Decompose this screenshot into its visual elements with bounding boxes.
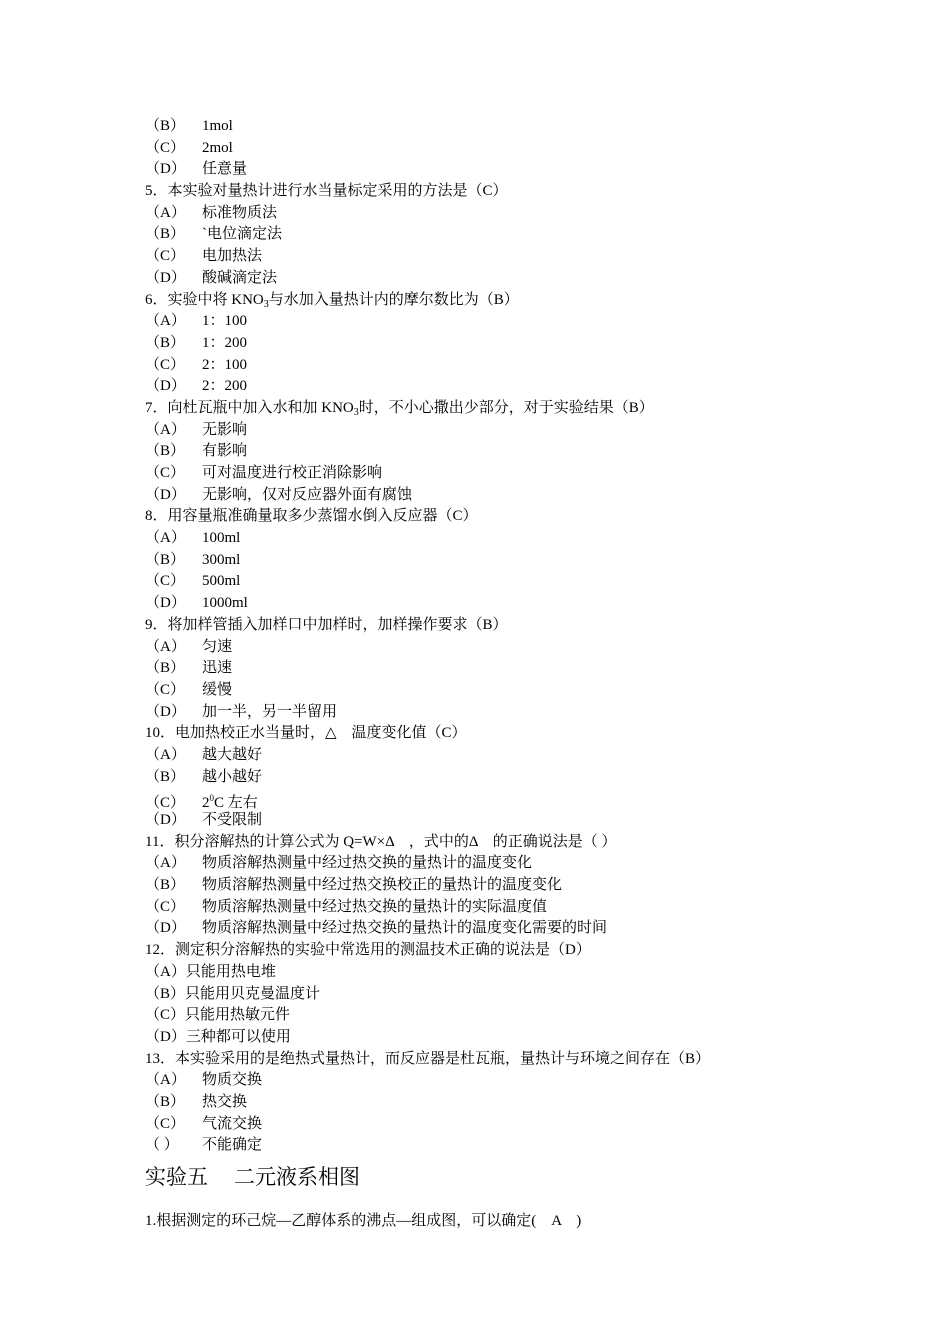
answer-option <box>145 485 905 507</box>
option-text: 2mol <box>202 139 233 156</box>
answer-option <box>145 550 905 572</box>
option-text: 电加热法 <box>202 248 263 265</box>
option-text: 物质溶解热测量中经过热交换的量热计的温度变化 <box>202 855 533 872</box>
option-label: （C） <box>145 681 186 698</box>
answer-option <box>145 810 905 832</box>
question-text: （C）只能用热敏元件 <box>145 1007 291 1024</box>
option-text: 500ml <box>202 573 241 590</box>
option-label: （B） <box>145 768 186 785</box>
question-text: 11．积分溶解热的计算公式为 Q=W×Δ ，式中的Δ 的正确说法是（ ） <box>145 833 617 850</box>
question-text: （B）只能用贝克曼温度计 <box>145 985 321 1002</box>
answer-option <box>145 528 905 550</box>
option-text: 1mol <box>202 118 233 134</box>
answer-option <box>145 1114 905 1136</box>
answer-option <box>145 116 905 138</box>
option-text: 300ml <box>202 551 241 568</box>
option-label: （C） <box>145 356 186 373</box>
answer-option <box>145 138 905 160</box>
question-text-part: 6．实验中将 KNO <box>145 291 264 308</box>
answer-option <box>145 875 905 897</box>
answer-option <box>145 745 905 767</box>
option-text: 气流交换 <box>202 1115 263 1132</box>
answer-option <box>145 918 905 940</box>
option-text: 有影响 <box>202 443 248 460</box>
answer-option <box>145 767 905 789</box>
answer-option <box>145 203 905 225</box>
superscript: 0 <box>209 793 214 804</box>
option-text: 物质溶解热测量中经过热交换的量热计的温度变化需要的时间 <box>202 920 608 937</box>
option-label: （D） <box>145 486 186 503</box>
option-label: （B） <box>145 334 186 351</box>
question-text: （A）只能用热电堆 <box>145 963 276 980</box>
option-text: 越大越好 <box>202 746 263 763</box>
question-text: 10．电加热校正水当量时，△ 温度变化值（C） <box>145 725 467 742</box>
option-label: （A） <box>145 855 186 872</box>
option-text: 缓慢 <box>202 681 233 698</box>
answer-option <box>145 788 905 810</box>
option-label: （D） <box>145 378 186 395</box>
option-text: 任意量 <box>202 161 248 178</box>
option-label: （A） <box>145 638 186 655</box>
question-text <box>145 398 905 420</box>
option-text: 酸碱滴定法 <box>202 269 278 286</box>
answer-option <box>145 333 905 355</box>
question-text <box>145 290 905 312</box>
option-label: （A） <box>145 746 186 763</box>
option-text: 2：100 <box>202 356 248 373</box>
option-label: （C） <box>145 248 186 265</box>
option-label: （B） <box>145 660 186 677</box>
option-label: （D） <box>145 703 186 720</box>
option-text: 匀速 <box>202 638 233 655</box>
option-text: 2：200 <box>202 378 248 395</box>
answer-option <box>145 159 905 181</box>
question-text: 5．本实验对量热计进行水当量标定采用的方法是（C） <box>145 183 508 200</box>
section-number: 实验五 <box>145 1165 208 1189</box>
question-text: 12．测定积分溶解热的实验中常选用的测温技术正确的说法是（D） <box>145 942 591 959</box>
option-text: 100ml <box>202 530 241 547</box>
answer-option <box>145 1092 905 1114</box>
option-text-part: 2 <box>202 795 210 812</box>
option-label: （C） <box>145 1115 186 1132</box>
question-text: 8．用容量瓶准确量取多少蒸馏水倒入反应器（C） <box>145 508 478 525</box>
option-label: （D） <box>145 161 186 178</box>
option-text: 1000ml <box>202 595 248 612</box>
answer-option <box>145 268 905 290</box>
question-list <box>145 116 905 1233</box>
answer-option <box>145 246 905 268</box>
question-text: （D）三种都可以使用 <box>145 1028 291 1045</box>
question-text-part: 7．向杜瓦瓶中加入水和加 KNO <box>145 399 354 416</box>
answer-option <box>145 1070 905 1092</box>
answer-option <box>145 311 905 333</box>
question-text-part: 时，不小心撒出少部分，对于实验结果（B） <box>358 399 654 416</box>
section-heading <box>145 1159 905 1195</box>
option-label: （D） <box>145 269 186 286</box>
answer-option <box>145 702 905 724</box>
answer-option <box>145 897 905 919</box>
option-label: （C） <box>145 795 186 812</box>
section-title: 二元液系相图 <box>234 1165 360 1189</box>
answer-option <box>145 571 905 593</box>
question-text: 9．将加样管插入加样口中加样时，加样操作要求（B） <box>145 616 508 633</box>
option-label: （D） <box>145 595 186 612</box>
answer-option <box>145 441 905 463</box>
option-label: （B） <box>145 551 186 568</box>
option-text-part: C 左右 <box>214 795 258 812</box>
option-text: 1：100 <box>202 313 248 330</box>
option-label: （D） <box>145 812 186 828</box>
answer-option <box>145 463 905 485</box>
option-text: 1：200 <box>202 334 248 351</box>
option-text: 物质溶解热测量中经过热交换的量热计的实际温度值 <box>202 898 548 915</box>
option-text: 迅速 <box>202 660 233 677</box>
option-label: （A） <box>145 313 186 330</box>
subscript: 3 <box>263 298 269 310</box>
answer-option <box>145 593 905 615</box>
option-text: `电位滴定法 <box>202 226 282 243</box>
question-text: 1.根据测定的环己烷—乙醇体系的沸点—组成图，可以确定( A ) <box>145 1213 582 1229</box>
spacer <box>145 1195 905 1209</box>
option-text: 物质交换 <box>202 1072 263 1089</box>
option-label: （C） <box>145 139 186 156</box>
option-text: 无影响 <box>202 421 248 438</box>
answer-option <box>145 420 905 442</box>
option-text: 可对温度进行校正消除影响 <box>202 465 383 481</box>
option-label: （B） <box>145 118 186 134</box>
option-label: （A） <box>145 1072 186 1089</box>
option-label: （B） <box>145 1093 186 1110</box>
option-label: （C） <box>145 573 186 590</box>
answer-option <box>145 658 905 680</box>
option-label: （B） <box>145 877 186 894</box>
answer-option <box>145 376 905 398</box>
answer-option <box>145 637 905 659</box>
option-label: （A） <box>145 530 186 547</box>
answer-option <box>145 1135 905 1157</box>
option-label: （A） <box>145 421 186 438</box>
answer-option <box>145 355 905 377</box>
option-text: 物质溶解热测量中经过热交换校正的量热计的温度变化 <box>202 877 563 894</box>
option-text: 热交换 <box>202 1093 248 1110</box>
option-label: （A） <box>145 204 186 221</box>
option-label: （C） <box>145 465 186 481</box>
option-label: （D） <box>145 920 186 937</box>
question-text: 13．本实验采用的是绝热式量热计，而反应器是杜瓦瓶，量热计与环境之间存在（B） <box>145 1050 711 1067</box>
answer-option <box>145 853 905 875</box>
option-text: 标准物质法 <box>202 204 278 221</box>
answer-option <box>145 680 905 702</box>
option-label: （ ） <box>145 1137 179 1154</box>
option-text: 不受限制 <box>202 812 263 828</box>
option-label: （B） <box>145 443 186 460</box>
option-text: 加一半，另一半留用 <box>202 703 338 720</box>
answer-option <box>145 224 905 246</box>
subscript: 3 <box>353 406 359 418</box>
option-text: 无影响，仅对反应器外面有腐蚀 <box>202 486 413 503</box>
option-label: （B） <box>145 226 186 243</box>
option-text: 越小越好 <box>202 768 263 785</box>
option-label: （C） <box>145 898 186 915</box>
option-text: 不能确定 <box>202 1137 263 1154</box>
question-text-part: 与水加入量热计内的摩尔数比为（B） <box>268 291 519 308</box>
